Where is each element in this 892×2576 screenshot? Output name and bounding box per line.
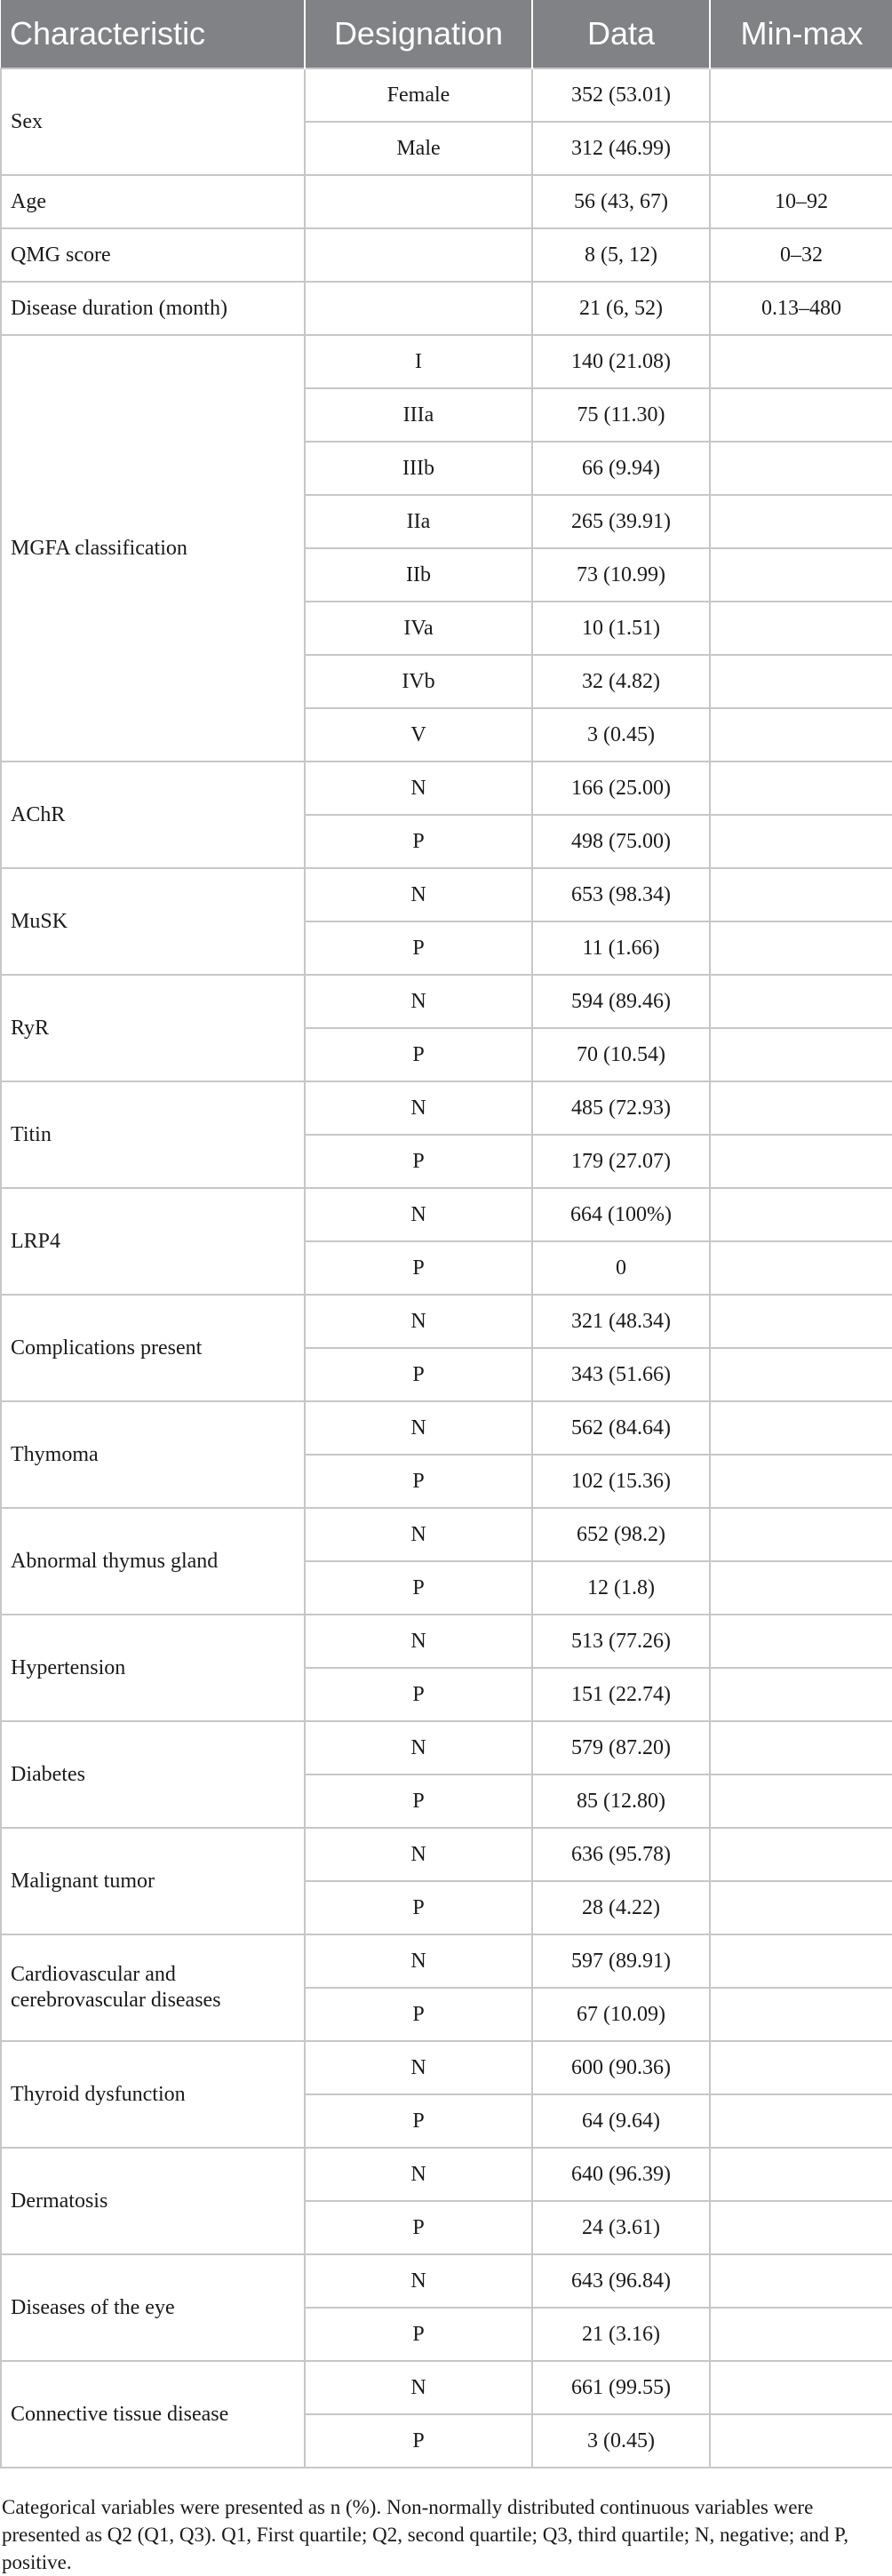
cell-designation: P <box>305 815 532 868</box>
cell-min-max <box>710 1135 892 1188</box>
cell-data: 652 (98.2) <box>532 1508 710 1561</box>
cell-data: 321 (48.34) <box>532 1295 710 1348</box>
cell-designation: IVa <box>305 602 532 655</box>
table-row <box>1 1615 892 1668</box>
cell-data: 73 (10.99) <box>532 548 710 602</box>
table-row <box>1 1934 892 1988</box>
cell-data: 562 (84.64) <box>532 1401 710 1455</box>
cell-characteristic: Abnormal thymus gland <box>1 1508 305 1615</box>
table-row <box>1 2361 892 2414</box>
cell-min-max <box>710 68 892 122</box>
cell-designation: P <box>305 921 532 975</box>
cell-designation: P <box>305 1135 532 1188</box>
cell-designation: N <box>305 1934 532 1988</box>
cell-data: 636 (95.78) <box>532 1828 710 1881</box>
cell-min-max <box>710 1508 892 1561</box>
table-row <box>1 335 892 388</box>
cell-min-max <box>710 122 892 175</box>
cell-designation: N <box>305 1828 532 1881</box>
cell-characteristic: Diabetes <box>1 1721 305 1828</box>
cell-min-max: 10–92 <box>710 175 892 228</box>
table-row <box>1 1401 892 1455</box>
table-row <box>1 68 892 122</box>
cell-designation: IVb <box>305 655 532 708</box>
cell-characteristic: Sex <box>1 68 305 175</box>
cell-characteristic: Hypertension <box>1 1615 305 1721</box>
cell-designation: N <box>305 1615 532 1668</box>
table-row <box>1 1081 892 1135</box>
table-row <box>1 975 892 1028</box>
cell-min-max <box>710 1401 892 1455</box>
cell-designation: N <box>305 1721 532 1774</box>
cell-characteristic: Thyroid dysfunction <box>1 2041 305 2148</box>
cell-designation: IIa <box>305 495 532 548</box>
cell-min-max <box>710 1295 892 1348</box>
cell-characteristic: Disease duration (month) <box>1 282 305 335</box>
cell-designation: P <box>305 1881 532 1934</box>
cell-designation: N <box>305 1401 532 1455</box>
cell-data: 661 (99.55) <box>532 2361 710 2414</box>
table-row <box>1 762 892 815</box>
cell-designation: IIb <box>305 548 532 602</box>
cell-min-max <box>710 335 892 388</box>
cell-min-max <box>710 1028 892 1081</box>
cell-characteristic: Malignant tumor <box>1 1828 305 1934</box>
cell-characteristic: Connective tissue disease <box>1 2361 305 2468</box>
cell-min-max <box>710 2254 892 2308</box>
cell-designation: P <box>305 1774 532 1828</box>
cell-data: 11 (1.66) <box>532 921 710 975</box>
table-row <box>1 2254 892 2308</box>
cell-designation: N <box>305 2148 532 2201</box>
cell-min-max <box>710 548 892 602</box>
cell-data: 597 (89.91) <box>532 1934 710 1988</box>
cell-min-max <box>710 602 892 655</box>
cell-data: 21 (3.16) <box>532 2308 710 2361</box>
cell-characteristic: Age <box>1 175 305 228</box>
cell-min-max <box>710 921 892 975</box>
cell-designation: N <box>305 868 532 921</box>
cell-designation: P <box>305 1028 532 1081</box>
cell-data: 179 (27.07) <box>532 1135 710 1188</box>
cell-min-max <box>710 1561 892 1615</box>
cell-designation: N <box>305 1295 532 1348</box>
cell-min-max <box>710 2041 892 2094</box>
cell-designation: N <box>305 762 532 815</box>
cell-designation: P <box>305 2094 532 2148</box>
cell-designation: N <box>305 2361 532 2414</box>
header-characteristic: Characteristic <box>1 0 305 68</box>
cell-data: 70 (10.54) <box>532 1028 710 1081</box>
cell-characteristic: AChR <box>1 762 305 868</box>
cell-min-max <box>710 1615 892 1668</box>
cell-data: 85 (12.80) <box>532 1774 710 1828</box>
table-row <box>1 1188 892 1241</box>
cell-data: 12 (1.8) <box>532 1561 710 1615</box>
cell-data: 24 (3.61) <box>532 2201 710 2254</box>
cell-min-max <box>710 1774 892 1828</box>
table-header <box>1 0 892 68</box>
table-row <box>1 2041 892 2094</box>
cell-min-max <box>710 495 892 548</box>
cell-min-max <box>710 1668 892 1721</box>
cell-min-max <box>710 2201 892 2254</box>
cell-data: 0 <box>532 1241 710 1295</box>
cell-min-max <box>710 815 892 868</box>
cell-data: 3 (0.45) <box>532 708 710 762</box>
cell-min-max <box>710 868 892 921</box>
cell-designation: P <box>305 1455 532 1508</box>
cell-data: 67 (10.09) <box>532 1988 710 2041</box>
cell-data: 312 (46.99) <box>532 122 710 175</box>
cell-designation: P <box>305 2201 532 2254</box>
cell-data: 166 (25.00) <box>532 762 710 815</box>
cell-data: 513 (77.26) <box>532 1615 710 1668</box>
cell-data: 343 (51.66) <box>532 1348 710 1401</box>
cell-characteristic: MuSK <box>1 868 305 975</box>
header-min-max: Min-max <box>710 0 892 68</box>
cell-data: 102 (15.36) <box>532 1455 710 1508</box>
cell-min-max <box>710 1081 892 1135</box>
cell-min-max <box>710 1828 892 1881</box>
cell-designation: Male <box>305 122 532 175</box>
cell-designation: P <box>305 1668 532 1721</box>
cell-data: 8 (5, 12) <box>532 228 710 282</box>
table-row <box>1 228 892 282</box>
cell-characteristic: Thymoma <box>1 1401 305 1508</box>
cell-characteristic: Cardiovascular and cerebrovascular diseases <box>1 1934 305 2041</box>
cell-min-max <box>710 1348 892 1401</box>
cell-min-max <box>710 655 892 708</box>
cell-data: 265 (39.91) <box>532 495 710 548</box>
cell-min-max <box>710 2094 892 2148</box>
cell-min-max <box>710 1934 892 1988</box>
cell-min-max <box>710 2361 892 2414</box>
cell-designation <box>305 228 532 282</box>
cell-min-max <box>710 762 892 815</box>
table-row <box>1 282 892 335</box>
cell-min-max <box>710 1881 892 1934</box>
cell-data: 498 (75.00) <box>532 815 710 868</box>
cell-designation: N <box>305 2254 532 2308</box>
cell-min-max <box>710 975 892 1028</box>
cell-data: 600 (90.36) <box>532 2041 710 2094</box>
cell-data: 75 (11.30) <box>532 388 710 442</box>
cell-data: 32 (4.82) <box>532 655 710 708</box>
cell-min-max <box>710 708 892 762</box>
cell-min-max <box>710 388 892 442</box>
cell-data: 352 (53.01) <box>532 68 710 122</box>
table-row <box>1 2148 892 2201</box>
cell-min-max: 0.13–480 <box>710 282 892 335</box>
cell-data: 640 (96.39) <box>532 2148 710 2201</box>
cell-designation: P <box>305 1561 532 1615</box>
header-designation: Designation <box>305 0 532 68</box>
table-row <box>1 1295 892 1348</box>
table-body <box>1 68 892 2468</box>
cell-min-max <box>710 1188 892 1241</box>
cell-min-max <box>710 1988 892 2041</box>
cell-data: 643 (96.84) <box>532 2254 710 2308</box>
cell-designation: V <box>305 708 532 762</box>
cell-data: 485 (72.93) <box>532 1081 710 1135</box>
table-row <box>1 175 892 228</box>
cell-characteristic: MGFA classification <box>1 335 305 762</box>
cell-characteristic: Complications present <box>1 1295 305 1401</box>
cell-designation: P <box>305 2308 532 2361</box>
table-row <box>1 868 892 921</box>
cell-data: 28 (4.22) <box>532 1881 710 1934</box>
cell-designation: P <box>305 1348 532 1401</box>
cell-data: 21 (6, 52) <box>532 282 710 335</box>
cell-data: 56 (43, 67) <box>532 175 710 228</box>
cell-min-max <box>710 2308 892 2361</box>
cell-characteristic: Dermatosis <box>1 2148 305 2254</box>
cell-designation <box>305 175 532 228</box>
table-row <box>1 1721 892 1774</box>
cell-designation: Female <box>305 68 532 122</box>
header-row <box>1 0 892 68</box>
cell-data: 594 (89.46) <box>532 975 710 1028</box>
cell-designation: N <box>305 975 532 1028</box>
cell-data: 664 (100%) <box>532 1188 710 1241</box>
cell-min-max <box>710 2148 892 2201</box>
cell-data: 3 (0.45) <box>532 2414 710 2468</box>
cell-designation: P <box>305 1241 532 1295</box>
cell-designation: IIIa <box>305 388 532 442</box>
cell-characteristic: QMG score <box>1 228 305 282</box>
cell-designation: P <box>305 1988 532 2041</box>
cell-characteristic: RyR <box>1 975 305 1081</box>
table-row <box>1 1828 892 1881</box>
cell-designation: I <box>305 335 532 388</box>
cell-characteristic: Diseases of the eye <box>1 2254 305 2361</box>
cell-characteristic: Titin <box>1 1081 305 1188</box>
cell-min-max <box>710 1241 892 1295</box>
table-footnote: Categorical variables were presented as n (%). Non-normally distributed continuous variables were presented as Q2 (Q1, Q3). Q1, First quartile; Q2, second quartile; Q3, third quartile; N, negative; and P, positive. <box>2 2496 849 2573</box>
header-data: Data <box>532 0 710 68</box>
cell-designation: N <box>305 1188 532 1241</box>
cell-designation: N <box>305 2041 532 2094</box>
cell-min-max: 0–32 <box>710 228 892 282</box>
cell-designation: N <box>305 1508 532 1561</box>
cell-data: 140 (21.08) <box>532 335 710 388</box>
cell-min-max <box>710 1721 892 1774</box>
cell-data: 64 (9.64) <box>532 2094 710 2148</box>
cell-data: 151 (22.74) <box>532 1668 710 1721</box>
cell-designation: P <box>305 2414 532 2468</box>
cell-min-max <box>710 442 892 495</box>
cell-min-max <box>710 1455 892 1508</box>
cell-designation <box>305 282 532 335</box>
cell-designation: N <box>305 1081 532 1135</box>
cell-data: 579 (87.20) <box>532 1721 710 1774</box>
cell-data: 66 (9.94) <box>532 442 710 495</box>
cell-data: 653 (98.34) <box>532 868 710 921</box>
cell-min-max <box>710 2414 892 2468</box>
cell-characteristic: LRP4 <box>1 1188 305 1295</box>
cell-data: 10 (1.51) <box>532 602 710 655</box>
table-row <box>1 1508 892 1561</box>
cell-designation: IIIb <box>305 442 532 495</box>
